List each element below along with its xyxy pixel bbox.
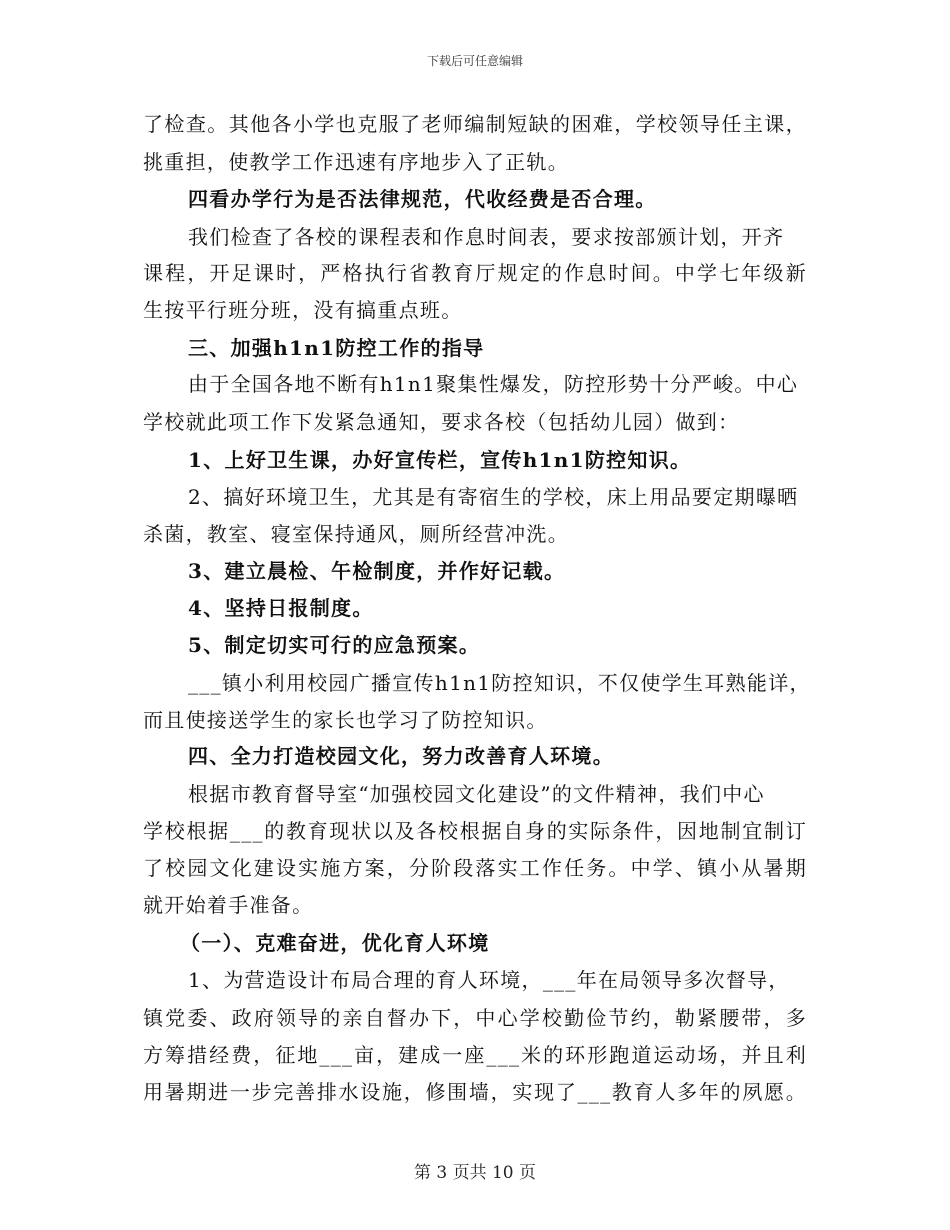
page-header: 下载后可任意编辑 (426, 54, 523, 68)
paragraph-line: 用暑期进一步完善排水设施，修围墙，实现了___教育人多年的夙愿。 (143, 1080, 807, 1104)
paragraph-line: 学校就此项工作下发紧急通知，要求各校（包括幼儿园）做到： (143, 410, 740, 434)
paragraph-line: ___镇小利用校园广播宣传h1n1防控知识，不仅使学生耳熟能详， (188, 671, 811, 695)
paragraph-line: 1、为营造设计布局合理的育人环境，___年在局领导多次督导， (188, 968, 790, 992)
paragraph-line: 学校根据___的教育现状以及各校根据自身的实际条件，因地制宜制订 (143, 819, 807, 843)
paragraph-line: 就开始着手准备。 (143, 893, 314, 917)
paragraph-line: 方筹措经费，征地___亩，建成一座___米的环形跑道运动场，并且利 (143, 1043, 807, 1067)
list-item-heading: 4、坚持日报制度。 (188, 596, 374, 620)
list-item-heading: 3、建立晨检、午检制度，并作好记载。 (188, 559, 566, 583)
paragraph-line: 而且使接送学生的家长也学习了防控知识。 (143, 708, 548, 732)
list-item-heading: 1、上好卫生课，办好宣传栏，宣传h1n1防控知识。 (188, 448, 692, 472)
list-item-heading: 5、制定切实可行的应急预案。 (188, 633, 481, 657)
paragraph-line: 我们检查了各校的课程表和作息时间表，要求按部颁计划，开齐 (188, 225, 785, 249)
section-heading: 三、加强h1n1防控工作的指导 (188, 336, 485, 360)
paragraph-line: 挑重担，使教学工作迅速有序地步入了正轨。 (143, 150, 569, 174)
paragraph-line: 杀菌，教室、寝室保持通风，厕所经营冲洗。 (143, 522, 569, 546)
section-heading: 四看办学行为是否法律规范，代收经费是否合理。 (188, 187, 657, 211)
paragraph-line: 生按平行班分班，没有搞重点班。 (143, 298, 463, 322)
paragraph-line: 由于全国各地不断有h1n1聚集性爆发，防控形势十分严峻。中心 (188, 372, 799, 396)
paragraph-line: 了检查。其他各小学也克服了老师编制短缺的困难，学校领导任主课， (143, 112, 807, 136)
paragraph-line: 2、搞好环境卫生，尤其是有寄宿生的学校，床上用品要定期曝晒 (188, 485, 799, 509)
page-footer: 第 3 页共 10 页 (413, 1163, 537, 1183)
paragraph-line: 课程，开足课时，严格执行省教育厅规定的作息时间。中学七年级新 (143, 261, 807, 285)
subsection-heading: （一）、克难奋进，优化育人环境 (180, 931, 490, 955)
paragraph-line: 镇党委、政府领导的亲自督办下，中心学校勤俭节约，勒紧腰带，多 (143, 1006, 807, 1030)
section-heading: 四、全力打造校园文化，努力改善育人环境。 (188, 744, 614, 768)
paragraph-line: 了校园文化建设实施方案，分阶段落实工作任务。中学、镇小从暑期 (143, 856, 807, 880)
paragraph-line: 根据市教育督导室“加强校园文化建设”的文件精神，我们中心 (188, 782, 765, 806)
